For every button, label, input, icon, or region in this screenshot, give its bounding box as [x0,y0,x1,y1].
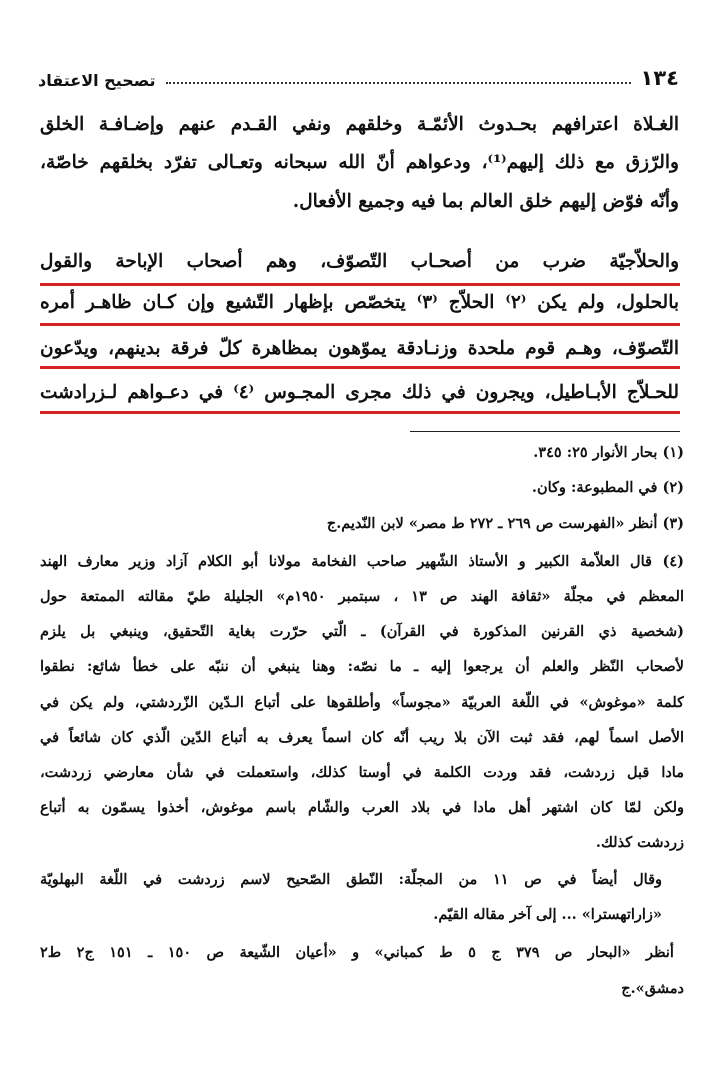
footnote-line: زردشت كذلك. [595,834,684,851]
footnote-line: (٢) في المطبوعة: وكان. [531,479,684,496]
footnote-line: «زاراتهسترا» ... إلى آخر مقاله القيّم. [433,906,662,923]
footnote-separator [410,431,680,432]
footnote-line: أنظر «البحار ص ٣٧٩ ج ٥ ط كمباني» و «أعيان الشّيعة ص ١٥٠ ـ ١٥١ ج٢ ط٢ [40,944,674,961]
page-number: ١٣٤ [640,66,679,90]
red-underline [40,283,680,286]
footnote-line: (شخصية ذي القرنين المذكورة في القرآن) ـ الّتي حرّرت بغاية التّحقيق، وينبغي بل يلزم [40,623,684,640]
body-line: وأنّه فوّض إليهم خلق العالم بما فيه وجميع الأفعال. [292,191,679,212]
footnote-line: ولكن لمّا كان اشتهر أهل مادا في بلاد العرب والشّام باسم موغوش، أخذوا يسمّون به أتباع [40,799,684,816]
footnote-line: لأصحاب النّظر والعلم أن يرجعوا إليه ـ ما نصّه: وهنا ينبغي أن ننبّه على خطأ شائع: نطقوا [40,658,684,675]
red-underline [40,323,680,326]
body-line: والرّزق مع ذلك إليهم⁽¹⁾، ودعواهم أنّ الله سبحانه وتعـالى تفرّد بخلقهم خاصّة، [40,152,679,173]
book-title: تصحيح الاعتقاد [38,71,156,90]
footnote-line: المعظم في مجلّة «ثقافة الهند ص ١٣ ، سبتمبر ١٩٥٠م» الجليلة طيّ مقالته الممتعة حول [40,588,684,605]
footnote-line: الأصل اسماً لهم، فقد ثبت الآن بلا ريب أنّه كان اسماً يعرف به أتباع الدّين الّذي كان شائعاً في [40,729,684,746]
body-line: بالحلول، ولم يكن ⁽٢⁾ الحلاّج ⁽٣⁾ يتخصّص بإظهار التّشيع وإن كـان ظاهـر أمره [40,292,679,313]
footnote-line: كلمة «موغوش» في اللّغة العربيّة «مجوساً» وأطلقوها على أتباع الـدّين الزّردشتي، ولم يكن في [40,694,684,711]
body-line: والحلاّجيّة ضرب من أصحـاب التّصوّف، وهم أصحاب الإباحة والقول [40,251,679,272]
footnote-line: دمشق».ج [621,980,684,997]
red-underline [40,411,680,414]
footnote-line: (٤) قال العلاّمة الكبير و الأستاذ الشّهير صاحب الفخامة مولانا أبو الكلام آزاد وزير معارف الهند [40,553,684,570]
red-underline [40,366,680,369]
running-head [38,60,679,90]
footnote-line: وقال أيضاً في ص ١١ من المجلّة: النّطق الصّحيح لاسم زردشت في اللّغة البهلويّة [40,871,662,888]
footnote-line: (٣) أنظر «الفهرست ص ٢٦٩ ـ ٢٧٢ ط مصر» لابن النّديم.ج [326,515,684,532]
footnote-line: (١) بحار الأنوار ٢٥: ٣٤٥. [533,444,684,461]
dotted-leader [166,82,631,84]
footnote-line: مادا قبل زردشت، فقد وردت الكلمة في أوستا كذلك، واستعملت في شأن معارضي زردشت، [40,764,684,781]
body-line: التّصوّف، وهـم قوم ملحدة وزنـادقة يموّهون بمظاهرة كلّ فرقة بدينهم، ويدّعون [40,338,679,359]
body-line: للحـلاّج الأبـاطيل، ويجرون في ذلك مجرى المجـوس ⁽٤⁾ في دعـواهم لـزرادشت [40,382,679,403]
body-line: الغـلاة اعترافهم بحـدوث الأئمّـة وخلقهم ونفي القـدم عنهم وإضـافـة الخلق [40,114,679,135]
